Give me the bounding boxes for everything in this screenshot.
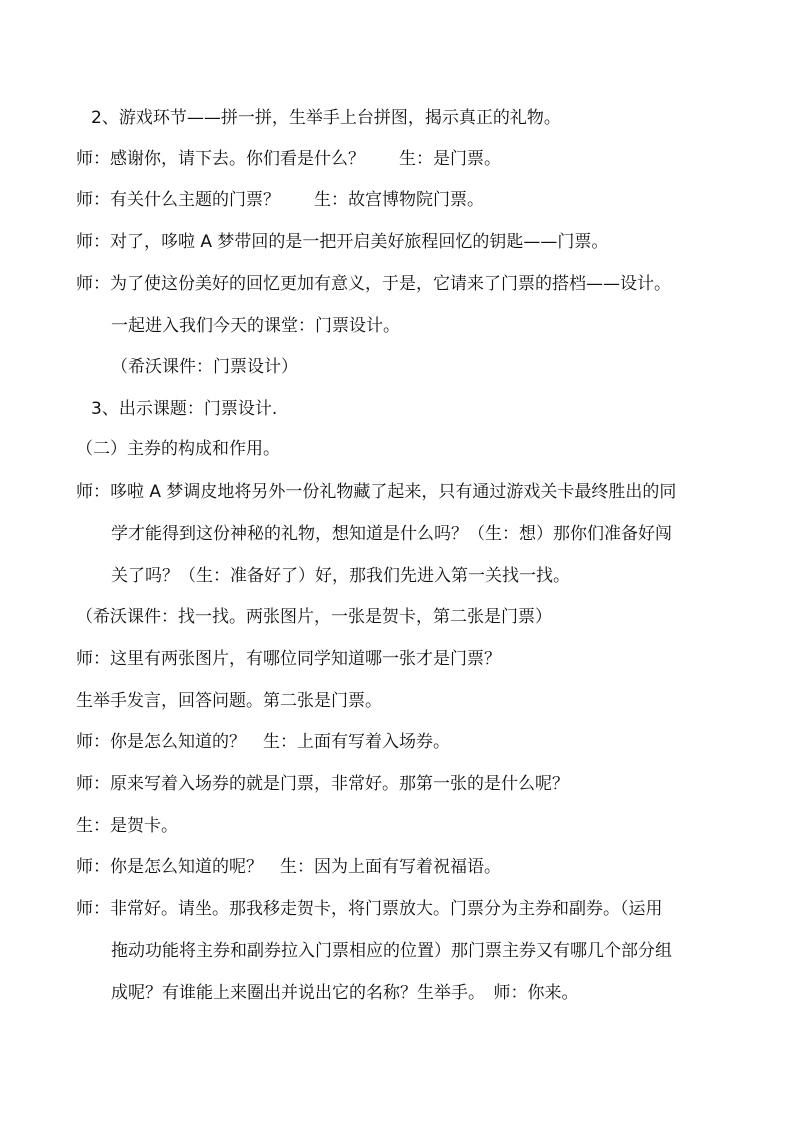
section-heading: （二）主券的构成和作用。	[76, 439, 280, 459]
text-line-22: 成呢？有谁能上来圈出并说出它的名称？生举手。 师：你来。	[111, 983, 579, 1003]
text-line-16: 师：你是怎么知道的？ 生：上面有写着入场券。	[76, 732, 450, 752]
text-line-13: （希沃课件：找一找。两张图片，一张是贺卡，第二张是门票）	[76, 607, 552, 627]
text-line-10: 师：哆啦 A 梦调皮地将另外一份礼物藏了起来，只有通过游戏关卡最终胜出的同	[76, 482, 677, 502]
text-line-3: 师：有关什么主题的门票？ 生：故宫博物院门票。	[76, 190, 484, 210]
text-line-15: 生举手发言，回答问题。第二张是门票。	[76, 691, 382, 711]
text-line-1: 2、游戏环节——拼一拼，生举手上台拼图，揭示真正的礼物。	[91, 108, 561, 128]
text-line-2: 师：感谢你，请下去。你们看是什么？ 生：是门票。	[76, 149, 501, 169]
text-line-19: 师：你是怎么知道的呢？ 生：因为上面有写着祝福语。	[76, 857, 501, 877]
text-line-12: 关了吗？（生：准备好了）好，那我们先进入第一关找一找。	[111, 566, 570, 586]
text-line-5: 师：为了使这份美好的回忆更加有意义，于是，它请来了门票的搭档——设计。	[76, 274, 671, 294]
text-line-8: 3、出示课题：门票设计.	[91, 399, 278, 419]
text-line-14: 师：这里有两张图片，有哪位同学知道哪一张才是门票？	[76, 649, 501, 669]
text-line-21: 拖动功能将主券和副券拉入门票相应的位置）那门票主券又有哪几个部分组	[111, 941, 672, 961]
text-line-4: 师：对了，哆啦 A 梦带回的是一把开启美好旅程回忆的钥匙——门票。	[76, 232, 609, 252]
text-line-6: 一起进入我们今天的课堂：门票设计。	[111, 316, 400, 336]
text-line-20: 师：非常好。请坐。那我移走贺卡，将门票放大。门票分为主券和副券。（运用	[76, 899, 663, 919]
text-line-17: 师：原来写着入场券的就是门票，非常好。那第一张的是什么呢？	[76, 774, 569, 794]
text-line-7: （希沃课件：门票设计）	[111, 357, 298, 377]
text-line-18: 生：是贺卡。	[76, 816, 178, 836]
text-line-11: 学才能得到这份神秘的礼物，想知道是什么吗？（生：想）那你们准备好闯	[111, 524, 672, 544]
